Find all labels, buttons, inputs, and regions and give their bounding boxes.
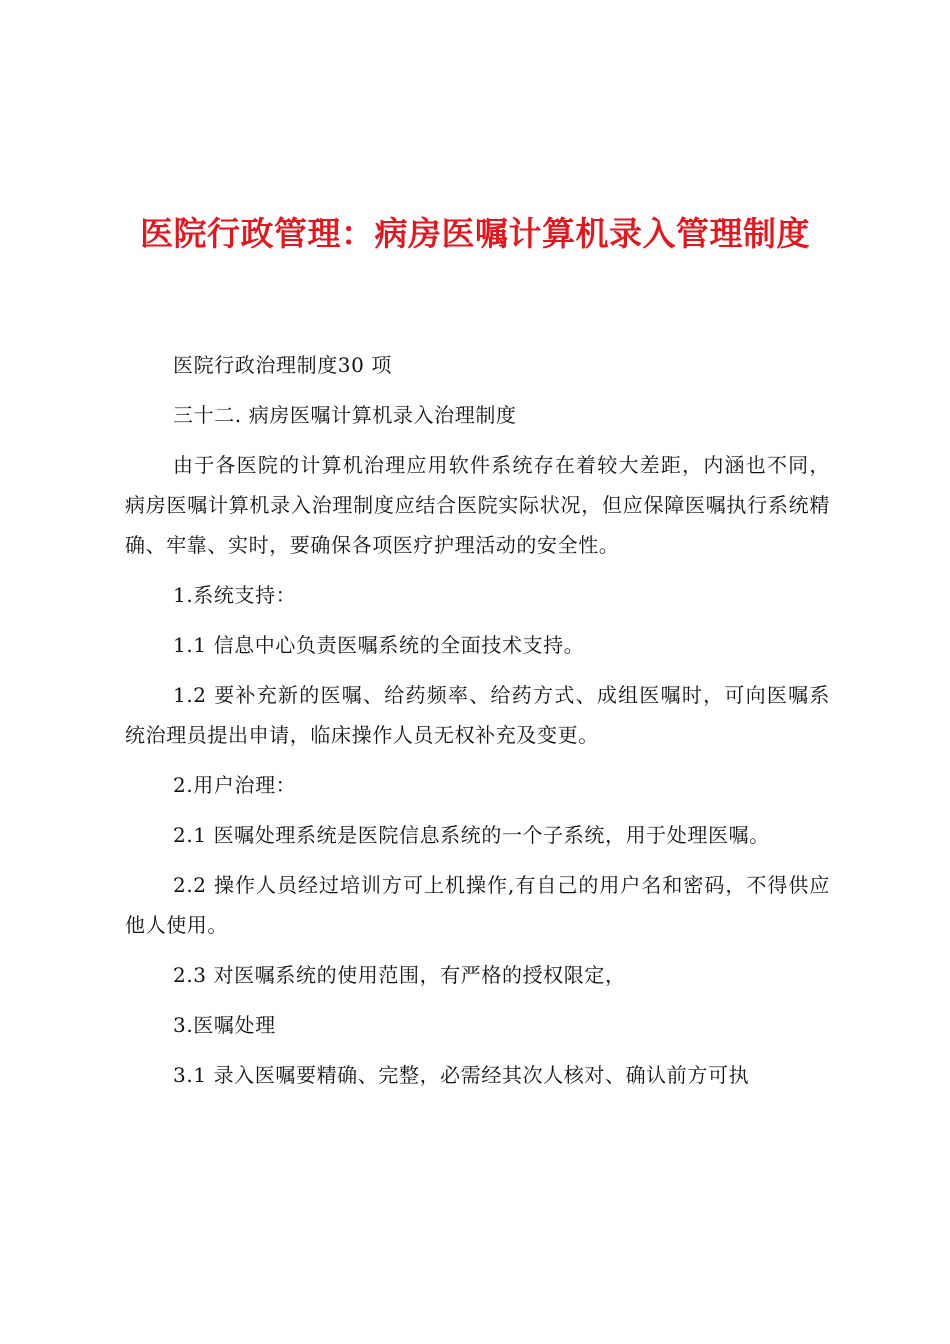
paragraph-5: 1.1 信息中心负责医嘱系统的全面技术支持。	[173, 633, 585, 657]
paragraph-7: 2.用户治理：	[173, 773, 297, 797]
paragraph-12: 3.1 录入医嘱要精确、完整，必需经其次人核对、确认前方可执	[173, 1063, 750, 1087]
paragraph-10: 2.3 对医嘱系统的使用范围，有严格的授权限定，	[173, 963, 626, 987]
paragraph-4: 1.系统支持：	[173, 583, 297, 607]
document-title: 医院行政管理：病房医嘱计算机录入管理制度	[140, 214, 810, 253]
paragraph-8: 2.1 医嘱处理系统是医院信息系统的一个子系统，用于处理医嘱。	[173, 823, 770, 847]
paragraph-9: 2.2 操作人员经过培训方可上机操作,有自己的用户名和密码，不得供应他人使用。	[125, 873, 830, 937]
paragraph-1: 医院行政治理制度30 项	[173, 353, 393, 377]
paragraph-2: 三十二. 病房医嘱计算机录入治理制度	[173, 403, 517, 427]
paragraph-11: 3.医嘱处理	[173, 1013, 276, 1037]
paragraph-3: 由于各医院的计算机治理应用软件系统存在着较大差距，内涵也不同，病房医嘱计算机录入治理制度应结合医院实际状况，但应保障医嘱执行系统精确、牢靠、实时，要确保各项医疗护理活动的安全性。	[125, 453, 830, 557]
document-body	[125, 345, 830, 1105]
paragraph-6: 1.2 要补充新的医嘱、给药频率、给药方式、成组医嘱时，可向医嘱系统治理员提出申请，临床操作人员无权补充及变更。	[125, 683, 830, 747]
